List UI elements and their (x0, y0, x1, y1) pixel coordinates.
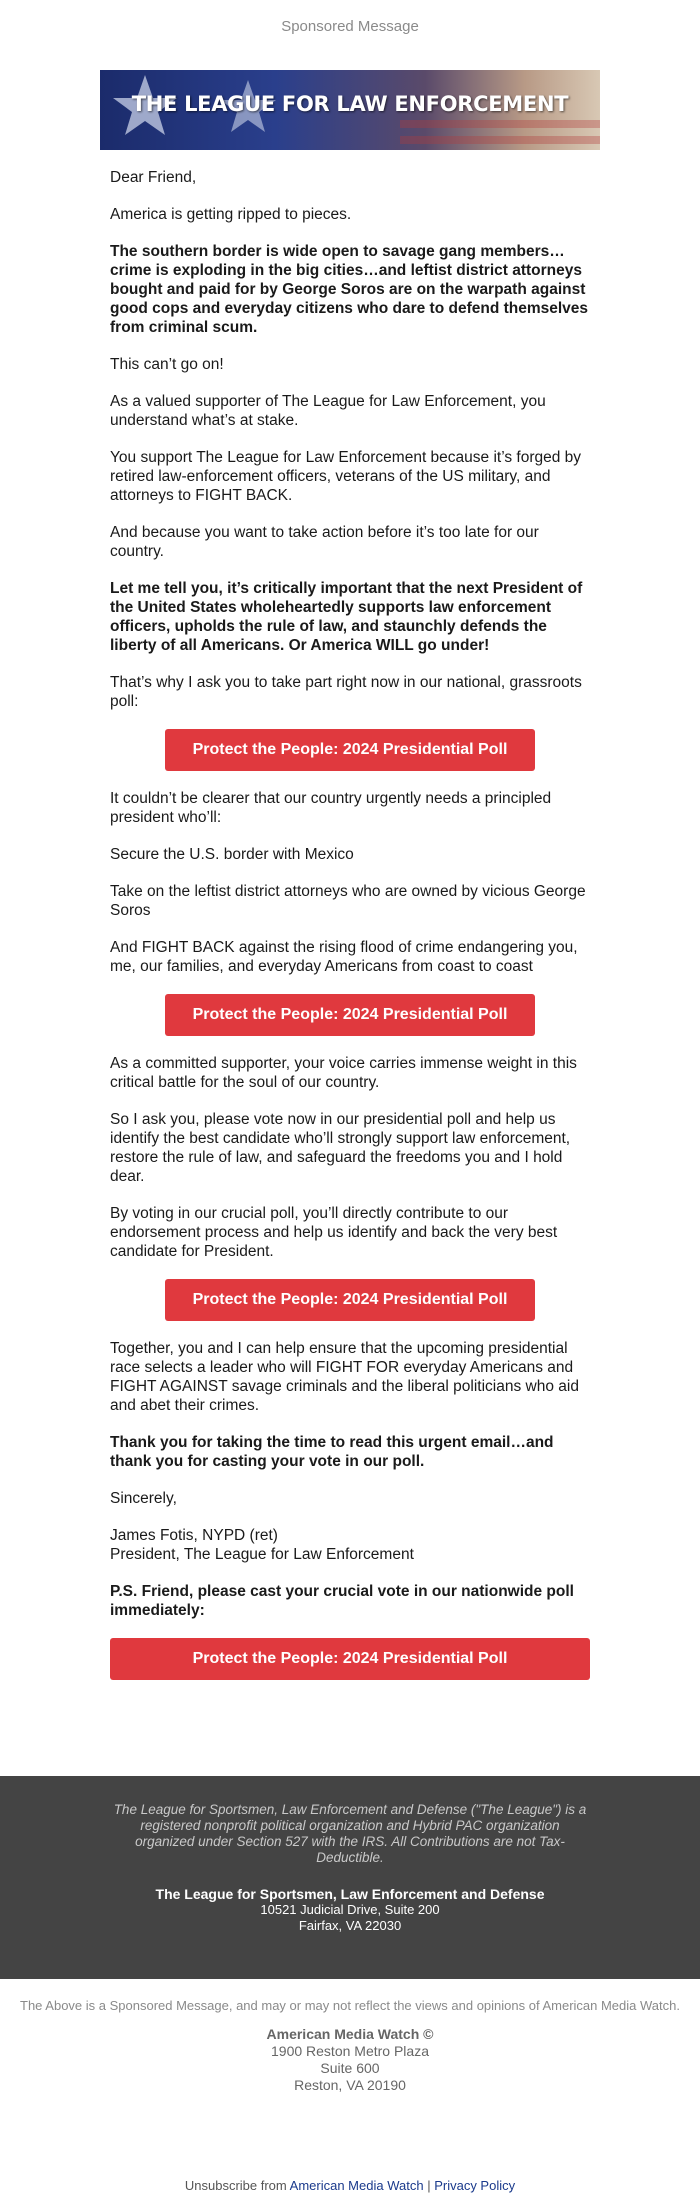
sponsor-note: The Above is a Sponsored Message, and may or may not reflect the views and opinions of American Media Watch. (20, 1998, 680, 2013)
greeting: Dear Friend, (110, 169, 197, 186)
paragraph: Secure the U.S. border with Mexico (110, 846, 354, 863)
signature (110, 1526, 590, 1564)
banner-title: THE LEAGUE FOR LAW ENFORCEMENT (131, 92, 569, 116)
paragraph: This can’t go on! (110, 356, 224, 373)
paragraph: And because you want to take action before it’s too late for our country. (110, 524, 539, 560)
privacy-policy-link[interactable]: Privacy Policy (434, 2178, 516, 2193)
postscript: P.S. Friend, please cast your crucial vote in our nationwide poll immediately: (110, 1583, 574, 1619)
header-banner[interactable] (100, 70, 600, 150)
org-name: The League for Sportsmen, Law Enforcement and Defense (155, 1886, 545, 1902)
paragraph: So I ask you, please vote now in our presidential poll and help us identify the best candidate who’ll strongly support law enforcement, restore the rule of law, and safeguard the freedoms you and I hold dear. (110, 1111, 571, 1185)
sponsored-label: Sponsored Message (281, 18, 419, 35)
unsubscribe-prefix: Unsubscribe from (184, 2178, 287, 2193)
org-address-line2: Fairfax, VA 22030 (298, 1918, 402, 1933)
paragraph: By voting in our crucial poll, you’ll directly contribute to our endorsement process and help us identify and back the very best candidate for President. (110, 1205, 558, 1260)
footer-dark (0, 1776, 700, 1979)
org-address-line1: 10521 Judicial Drive, Suite 200 (260, 1902, 440, 1917)
paragraph-bold: The southern border is wide open to savage gang members…crime is exploding in the big cities…and leftist district attorneys bought and paid for by George Soros are on the warpath against good cops and everyday citizens who dare to defend themselves from criminal scum. (110, 243, 589, 336)
legal-disclaimer: The League for Sportsmen, Law Enforcement and Defense ("The League") is a registered nonprofit political organization and Hybrid PAC organization organized under Section 527 with the IRS. All Contributions are not Tax-Deductible. (113, 1802, 587, 1865)
sign-off: Sincerely, (110, 1490, 177, 1507)
paragraph: America is getting ripped to pieces. (110, 206, 352, 223)
letter-body (110, 168, 590, 1698)
unsubscribe-link[interactable]: American Media Watch (289, 2178, 424, 2193)
paragraph-bold: Thank you for taking the time to read this urgent email…and thank you for casting your vote in our poll. (110, 1434, 554, 1470)
separator: | (427, 2178, 431, 2193)
unsubscribe-bar (0, 2178, 700, 2193)
signer-title: President, The League for Law Enforcement (110, 1546, 414, 1563)
flag-stripe (400, 120, 600, 128)
paragraph: And FIGHT BACK against the rising flood of crime endangering you, me, our families, and everyday Americans from coast to coast (110, 939, 578, 975)
paragraph: Together, you and I can help ensure that the upcoming presidential race selects a leader who will FIGHT FOR everyday Americans and FIGHT AGAINST savage criminals and the liberal politicians who aid and abet their crimes. (110, 1340, 579, 1414)
publisher-address (0, 2026, 700, 2094)
paragraph: That’s why I ask you to take part right now in our national, grassroots poll: (110, 674, 582, 710)
publisher-address-line2: Suite 600 (320, 2060, 380, 2076)
poll-button[interactable]: Protect the People: 2024 Presidential Poll (165, 729, 536, 771)
flag-stripe (400, 136, 600, 144)
paragraph: As a valued supporter of The League for Law Enforcement, you understand what’s at stake. (110, 393, 546, 429)
publisher-name: American Media Watch © (266, 2026, 434, 2042)
paragraph-bold: Let me tell you, it’s critically important that the next President of the United States wholeheartedly supports law enforcement officers, upholds the rule of law, and staunchly defends the liberty of all Americans. Or America WILL go under! (110, 580, 583, 654)
paragraph: Take on the leftist district attorneys who are owned by vicious George Soros (110, 883, 586, 919)
poll-button-wide[interactable]: Protect the People: 2024 Presidential Poll (110, 1638, 590, 1680)
paragraph: You support The League for Law Enforcement because it’s forged by retired law-enforcement officers, veterans of the US military, and attorneys to FIGHT BACK. (110, 449, 582, 504)
publisher-address-line1: 1900 Reston Metro Plaza (271, 2043, 429, 2059)
signer-name: James Fotis, NYPD (ret) (110, 1527, 278, 1544)
paragraph: As a committed supporter, your voice carries immense weight in this critical battle for the soul of our country. (110, 1055, 577, 1091)
publisher-address-line3: Reston, VA 20190 (294, 2077, 406, 2093)
paragraph: It couldn’t be clearer that our country urgently needs a principled president who’ll: (110, 790, 552, 826)
poll-button[interactable]: Protect the People: 2024 Presidential Poll (165, 1279, 536, 1321)
poll-button[interactable]: Protect the People: 2024 Presidential Poll (165, 994, 536, 1036)
